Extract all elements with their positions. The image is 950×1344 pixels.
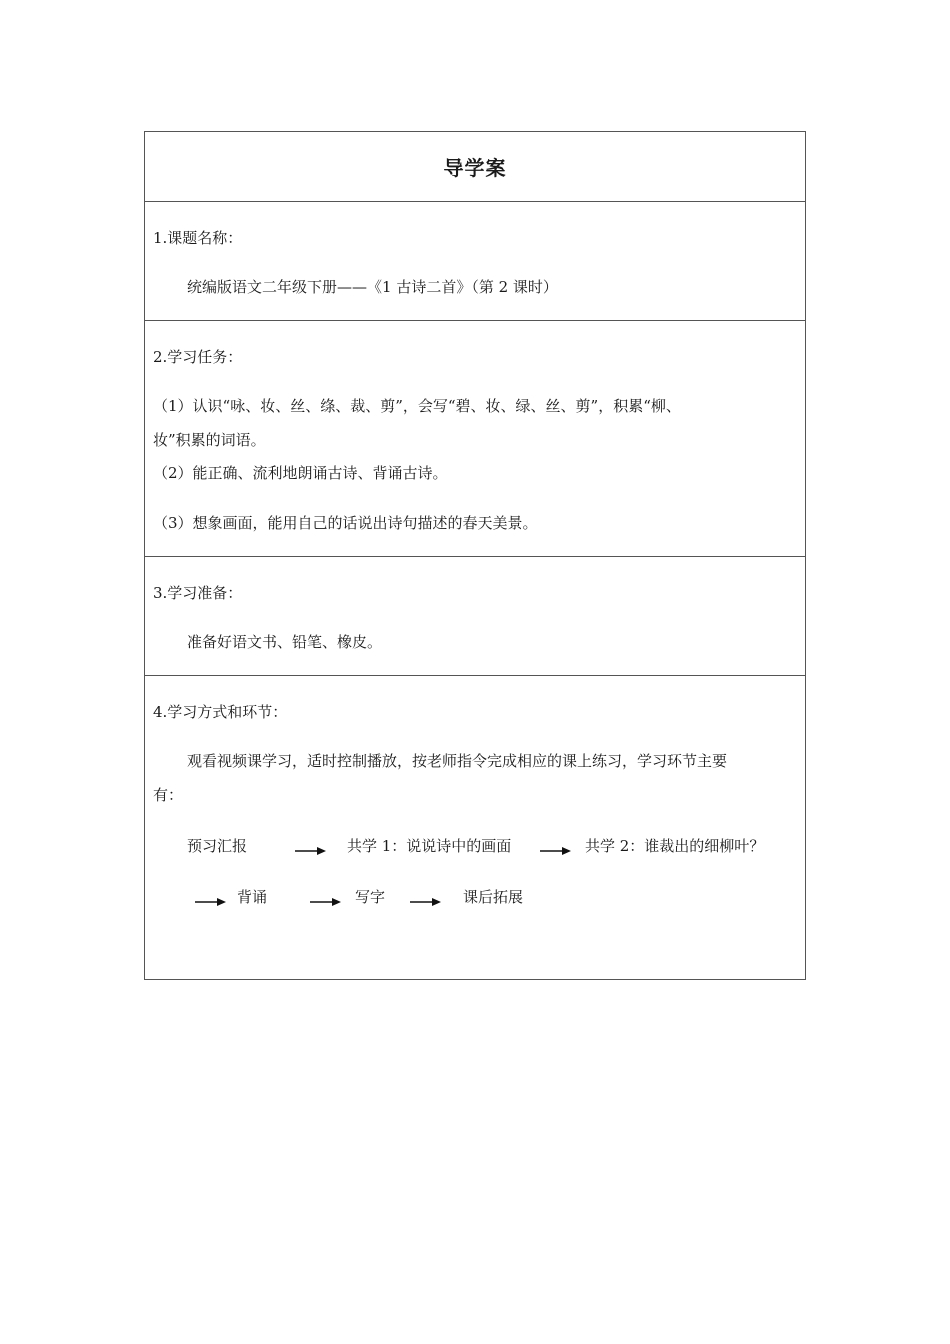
task-1-line-1: （1）认识“咏、妆、丝、绦、裁、剪”，会写“碧、妆、绿、丝、剪”，积累“柳、	[153, 397, 681, 415]
arrow-right-icon	[540, 846, 572, 856]
arrow-right-icon	[195, 897, 227, 907]
step-share-2: 共学 2：谁裁出的细柳叶？	[585, 837, 765, 855]
step-writing: 写字	[355, 888, 386, 906]
section-tasks	[145, 320, 805, 556]
study-guide-table	[144, 131, 806, 980]
section-heading: 1.课题名称：	[153, 229, 243, 247]
task-2: （2）能正确、流利地朗诵古诗、背诵古诗。	[153, 464, 448, 482]
topic-text: 统编版语文二年级下册——《1 古诗二首》（第 2 课时）	[187, 278, 558, 296]
section-topic	[145, 201, 805, 320]
step-after-class: 课后拓展	[463, 888, 524, 906]
arrow-right-icon	[295, 846, 327, 856]
step-preview-report: 预习汇报	[187, 837, 248, 855]
section-heading: 2.学习任务：	[153, 348, 243, 366]
step-recite: 背诵	[237, 888, 268, 906]
arrow-right-icon	[410, 897, 442, 907]
section-heading: 4.学习方式和环节：	[153, 703, 288, 721]
arrow-right-icon	[310, 897, 342, 907]
section-method	[145, 675, 805, 979]
section-preparation	[145, 556, 805, 675]
task-1-line-2: 妆”积累的词语。	[153, 431, 266, 449]
method-text-line-1: 观看视频课学习，适时控制播放，按老师指令完成相应的课上练习，学习环节主要	[187, 752, 728, 770]
task-3: （3）想象画面，能用自己的话说出诗句描述的春天美景。	[153, 514, 538, 532]
preparation-text: 准备好语文书、铅笔、橡皮。	[187, 633, 383, 651]
step-share-1: 共学 1：说说诗中的画面	[347, 837, 512, 855]
method-text-line-2: 有：	[153, 786, 184, 804]
section-heading: 3.学习准备：	[153, 584, 243, 602]
title-row	[145, 132, 805, 201]
page-title: 导学案	[443, 156, 507, 180]
